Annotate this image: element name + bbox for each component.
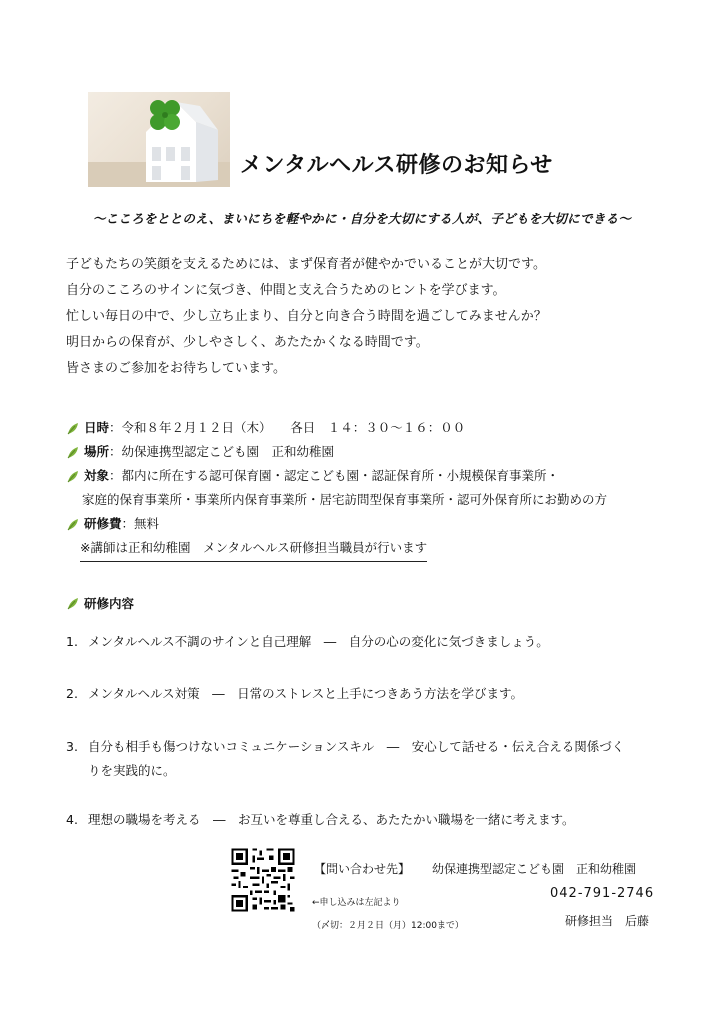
list-item [66, 810, 666, 828]
item-number: 1. [66, 634, 78, 649]
target-label: 対象 [84, 468, 110, 483]
intro-line: 自分のこころのサインに気づき、仲間と支え合うためのヒントを学びます。 [66, 283, 506, 298]
place-label: 場所 [84, 444, 110, 459]
leaf-icon [66, 596, 80, 610]
header-photo [88, 92, 230, 187]
leaf-icon [66, 445, 80, 459]
fee-value: ：無料 [121, 516, 160, 531]
list-item [66, 632, 666, 650]
intro-line: 忙しい毎日の中で、少し立ち止まり、自分と向き合う時間を過ごしてみませんか？ [66, 309, 547, 324]
content-heading-text: 研修内容 [84, 596, 135, 611]
contact-phone: 042-791-2746 [550, 886, 655, 901]
leaf-icon [66, 421, 80, 435]
qr-code[interactable] [229, 846, 297, 914]
house-clover-illustration [88, 92, 230, 187]
info-target [66, 464, 607, 488]
info-section [66, 416, 607, 562]
deadline: （〆切：２月２日（月）12:00まで） [312, 921, 464, 931]
date-label: 日時 [84, 420, 110, 435]
leaf-icon [66, 469, 80, 483]
item-text: 理想の職場を考える ― お互いを尊重し合える、あたたかい職場を一緒に考えます。 [88, 812, 575, 827]
item-text-continued: りを実践的に。 [88, 763, 176, 778]
intro-line: 明日からの保育が、少しやさしく、あたたかくなる時間です。 [66, 335, 429, 350]
item-number: 2. [66, 686, 78, 701]
item-number: 4. [66, 812, 78, 827]
item-text: メンタルヘルス不調のサインと自己理解 ― 自分の心の変化に気づきましょう。 [88, 634, 549, 649]
subtitle: 〜こころをととのえ、まいにちを軽やかに・自分を大切にする人が、子どもを大切にできる〜 [92, 211, 632, 226]
content-heading [66, 594, 134, 612]
fee-label: 研修費 [84, 516, 122, 531]
intro-line: 子どもたちの笑顔を支えるためには、まず保育者が健やかでいることが大切です。 [66, 257, 546, 272]
contact-person: 研修担当 后藤 [565, 914, 650, 928]
contact-org: 幼保連携型認定こども園 正和幼稚園 [432, 862, 637, 876]
intro-line: 皆さまのご参加をお待ちしています。 [66, 361, 286, 376]
target-value: ：都内に所在する認可保育園・認定こども園・認証保育所・小規模保育事業所・ [109, 468, 560, 483]
apply-note: ←申し込みは左記より [312, 898, 401, 908]
leaf-icon [66, 517, 80, 531]
item-text: メンタルヘルス対策 ― 日常のストレスと上手につきあう方法を学びます。 [88, 686, 524, 701]
item-number: 3. [66, 739, 78, 754]
intro-text [66, 252, 547, 382]
info-date [66, 416, 607, 440]
date-value: ：令和８年２月１２日（木） 各日 １４：３０〜１６：００ [109, 420, 466, 435]
page-title: メンタルヘルス研修のお知らせ [240, 153, 553, 178]
instructor-note: ※講師は正和幼稚園 メンタルヘルス研修担当職員が行います [80, 536, 427, 562]
target-value-continued: 家庭的保育事業所・事業所内保育事業所・居宅訪問型保育事業所・認可外保育所にお勤めの方 [82, 492, 608, 507]
place-value: ：幼保連携型認定こども園 正和幼稚園 [109, 444, 335, 459]
info-fee [66, 512, 607, 536]
contact-label: 【問い合わせ先】 [314, 862, 411, 876]
list-item [66, 737, 666, 779]
clover-icon [150, 100, 180, 130]
list-item [66, 684, 666, 702]
item-text: 自分も相手も傷つけないコミュニケーションスキル ― 安心して話せる・伝え合える関係づく [88, 739, 625, 754]
info-place [66, 440, 607, 464]
